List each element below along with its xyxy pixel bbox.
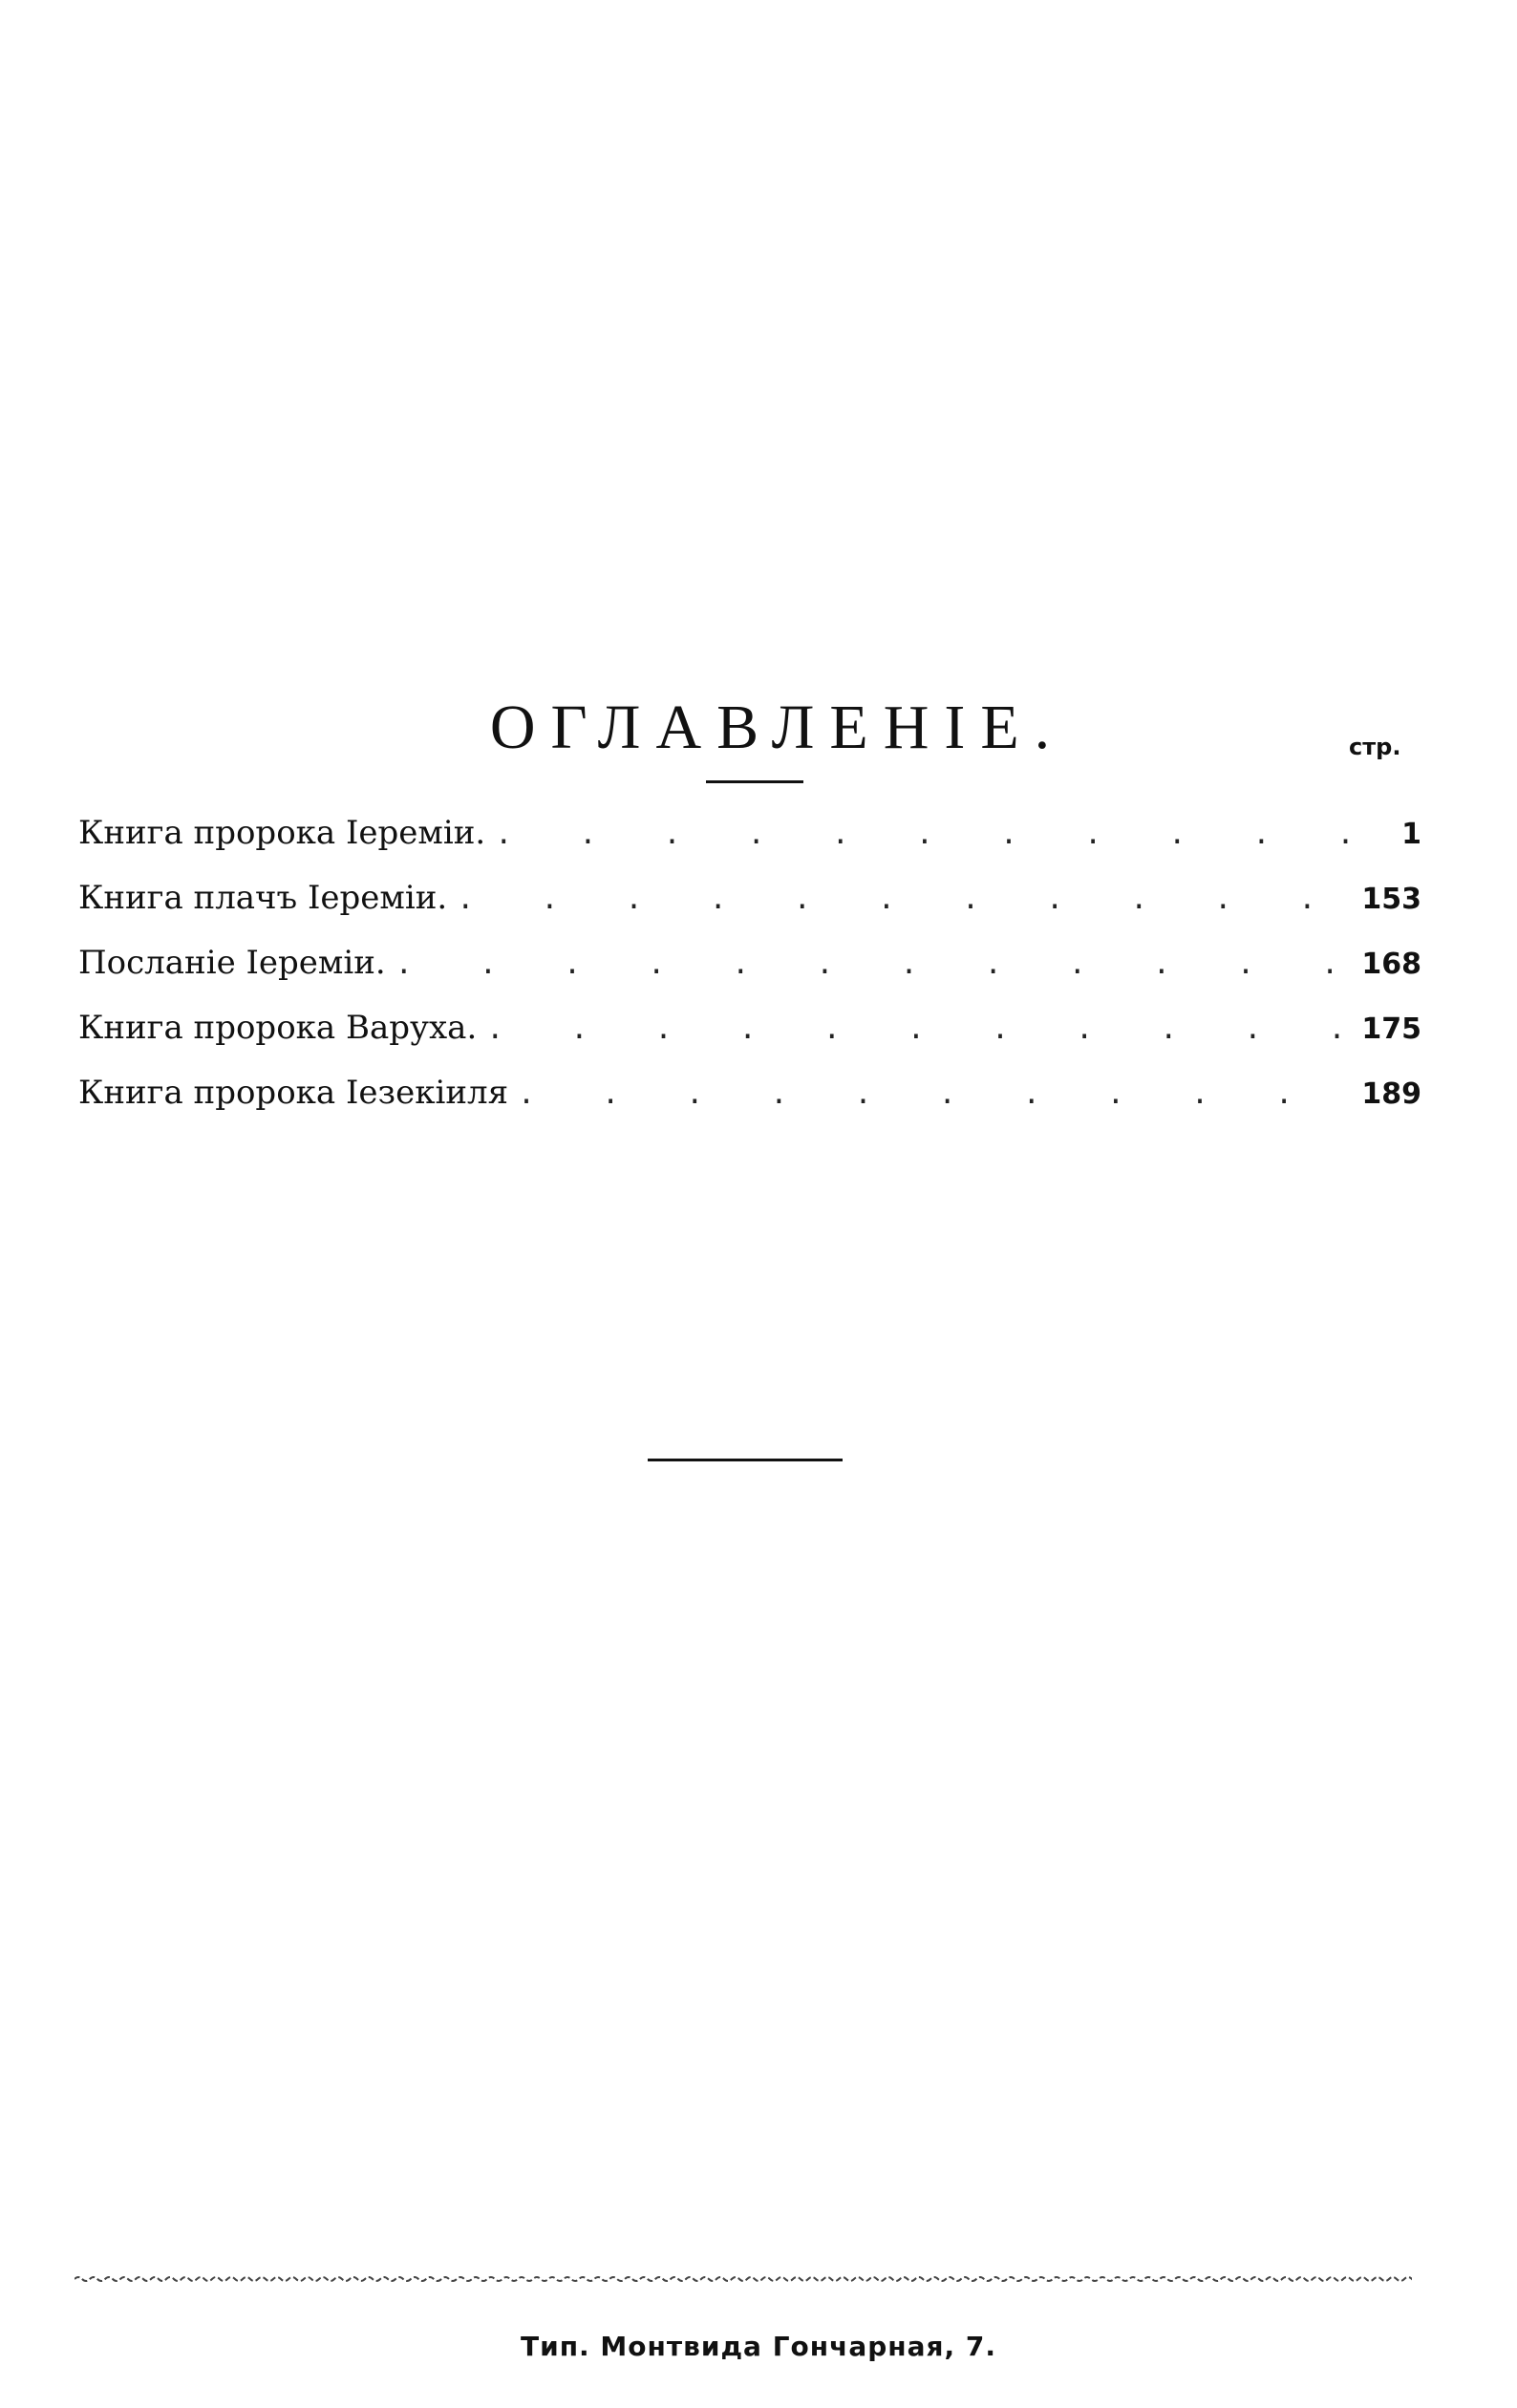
dot-leader bbox=[486, 1012, 1352, 1046]
toc-entry-title: Посланіе Іереміи. bbox=[78, 944, 386, 982]
toc-entry-page: 153 bbox=[1361, 883, 1421, 916]
dot-leader bbox=[457, 883, 1352, 916]
dot-leader bbox=[495, 818, 1353, 851]
dot-leader bbox=[518, 1077, 1352, 1111]
toc-entry-title: Книга пророка Іезекіиля bbox=[78, 1074, 509, 1112]
ornamental-rule bbox=[75, 2274, 1412, 2284]
toc-entry-title: Книга пророка Іереміи. bbox=[78, 814, 486, 852]
toc-entry-title: Книга пророка Варуха. bbox=[78, 1009, 478, 1047]
toc-entry-page: 175 bbox=[1361, 1012, 1421, 1046]
toc-entry-title: Книга плачъ Іереміи. bbox=[78, 879, 448, 917]
table-of-contents bbox=[78, 814, 1421, 1139]
section-divider bbox=[648, 1459, 843, 1461]
page-column-label: стр. bbox=[1349, 734, 1401, 760]
page-title: ОГЛАВЛЕНІЕ. bbox=[489, 693, 1066, 763]
toc-entry-page: 168 bbox=[1361, 948, 1421, 981]
dot-leader bbox=[395, 948, 1353, 981]
toc-entry-page: 1 bbox=[1401, 818, 1421, 851]
toc-entry[interactable] bbox=[78, 1074, 1421, 1139]
toc-entry-page: 189 bbox=[1361, 1077, 1421, 1111]
printer-imprint: Тип. Монтвида Гончарная, 7. bbox=[520, 2331, 997, 2362]
toc-entry[interactable] bbox=[78, 1009, 1421, 1074]
title-divider bbox=[706, 780, 803, 783]
toc-entry[interactable] bbox=[78, 879, 1421, 944]
toc-entry[interactable] bbox=[78, 814, 1421, 879]
toc-entry[interactable] bbox=[78, 944, 1421, 1009]
